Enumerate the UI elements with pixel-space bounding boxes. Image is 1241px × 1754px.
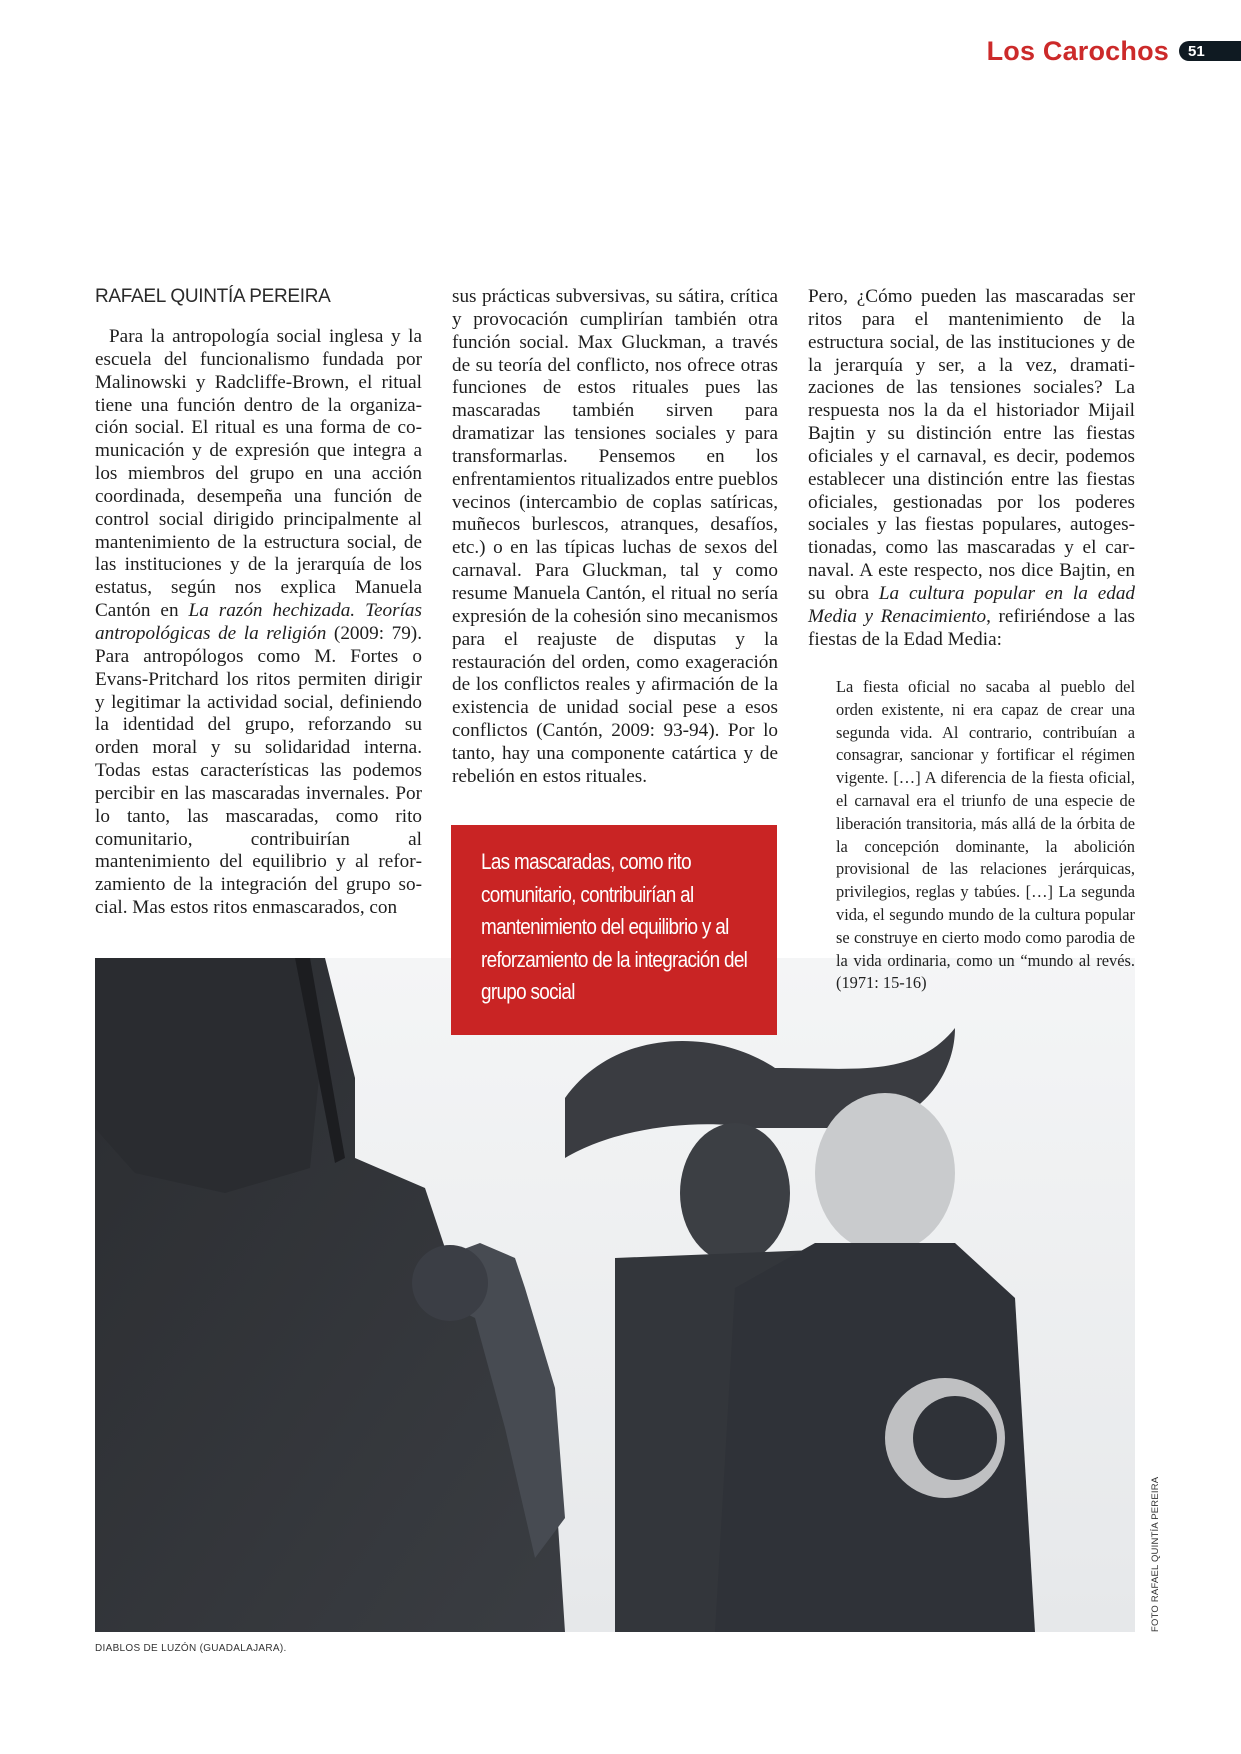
book-title: La razón hechizada. Teorías antropológicas de la religión xyxy=(95,600,422,644)
article-column-2 xyxy=(452,286,778,789)
article-photo xyxy=(95,958,1135,1632)
body-text: , refiriéndose a las fiestas de la Edad Media: xyxy=(808,605,1136,650)
book-title: La cultura popular en la edad Media y Renacimiento xyxy=(808,582,1136,627)
pull-quote-text: Las mascaradas, como rito comunitario, contribuirían al mantenimiento del equilibrio y al reforzamiento de la integración del grupo social xyxy=(481,849,748,1004)
column-2-paragraph: sus prácticas subversivas, su sátira, crítica y provocación cumplirían también otra función social. Max Gluckman, a través de su teoría del conflicto, nos ofrece otras funciones de estos rituales pues las mascaradas también sirven para dramatizar las tensiones sociales y para transformarlas. Pensemos en los enfrentamientos ritualizados entre pueblos vecinos (intercambio de coplas satíricas, muñecos burlescos, atranques, desafíos, etc.) o en las típicas luchas de sexos del carnaval. Para Gluckman, tal y como resume Manuela Cantón, el ritual no sería expresión de la cohesión sino mecanismos para el reajuste de disputas y la restauración del orden, como exageración de los conflictos reales y afirmación de la existencia de unidad social pese a esos conflictos (Cantón, 2009: 93-94). Por lo tanto, hay una componente catártica y de rebelión en estos rituales. xyxy=(452,286,778,787)
running-header xyxy=(987,36,1241,66)
block-quote-text: La fiesta oficial no sacaba al pueblo del orden existente, ni era capaz de crear una segunda vida. Al contrario, contribuían a consagrar, sancionar y fortificar el régimen vigente. […] A diferencia de la fiesta oficial, el carnaval era el triunfo de una especie de liberación transitoria, más allá de la órbita de la concepción dominante, la abolición provisional de las relaciones jerárquicas, privilegios, reglas y tabúes. […] La segunda vida, el segundo mundo de la cultura popular se construye en cierto modo como parodia de la vida ordinaria, como un “mundo al revés. (1971: 15-16) xyxy=(836,677,1135,993)
author-byline: RAFAEL QUINTÍA PEREIRA xyxy=(95,286,331,307)
column-1-paragraph xyxy=(95,326,422,920)
pull-quote-box xyxy=(451,825,777,1035)
article-column-1 xyxy=(95,286,422,920)
body-text: Pero, ¿Cómo pueden las mascaradas ser ritos para el mantenimiento de la estructura social, de las instituciones y de la jerarquía y ser, a la vez, dramatizaciones de las tensiones sociales? La respuesta nos la da el historiador Mijail Bajtin y su distinción entre las fiestas oficiales y el carnaval, es decir, podemos establecer una distinción entre las fiestas oficiales, gestionadas por los poderes sociales y las fiestas populares, autogestionadas, como las mascaradas y el carnaval. A este respecto, nos dice Bajtin, en su obra xyxy=(808,286,1135,604)
page-number: 51 xyxy=(1179,41,1241,61)
section-title: Los Carochos xyxy=(986,35,1169,66)
photo-illustration xyxy=(95,958,1135,1632)
body-text: Para la antropología social inglesa y la escuela del funcionalismo fundada por Malinowski y Radcliffe-Brown, el ritual tiene una función dentro de la organización social. El ritual es una forma de comunicación y de expresión que integra a los miembros del grupo en una acción coordinada, desempeña una función de control social dirigido principalmente al mantenimiento de la estructura social, de las instituciones y de la jerarquía de los estatus, según nos explica Manuela Cantón en xyxy=(95,326,422,622)
body-text: (2009: 79). Para antropólogos como M. Fortes o Evans-Pritchard los ritos permiten dirigir y legitimar la actividad social, definiendo la identidad del grupo, reforzando su orden moral y su solidaridad interna. Todas estas características las podemos percibir en las mascaradas invernales. Por lo tanto, las mascaradas, como rito comunitario, contribuirían al mantenimiento del equilibrio y al reforzamiento de la integración del grupo social. Mas estos ritos enmascarados, con xyxy=(95,622,422,919)
photo-credit: FOTO RAFAEL QUINTÍA PEREIRA xyxy=(1150,1476,1161,1632)
photo-caption: DIABLOS DE LUZÓN (GUADALAJARA). xyxy=(95,1643,287,1654)
article-column-3 xyxy=(808,286,1135,652)
block-quote xyxy=(836,676,1135,995)
column-3-paragraph xyxy=(808,286,1135,652)
